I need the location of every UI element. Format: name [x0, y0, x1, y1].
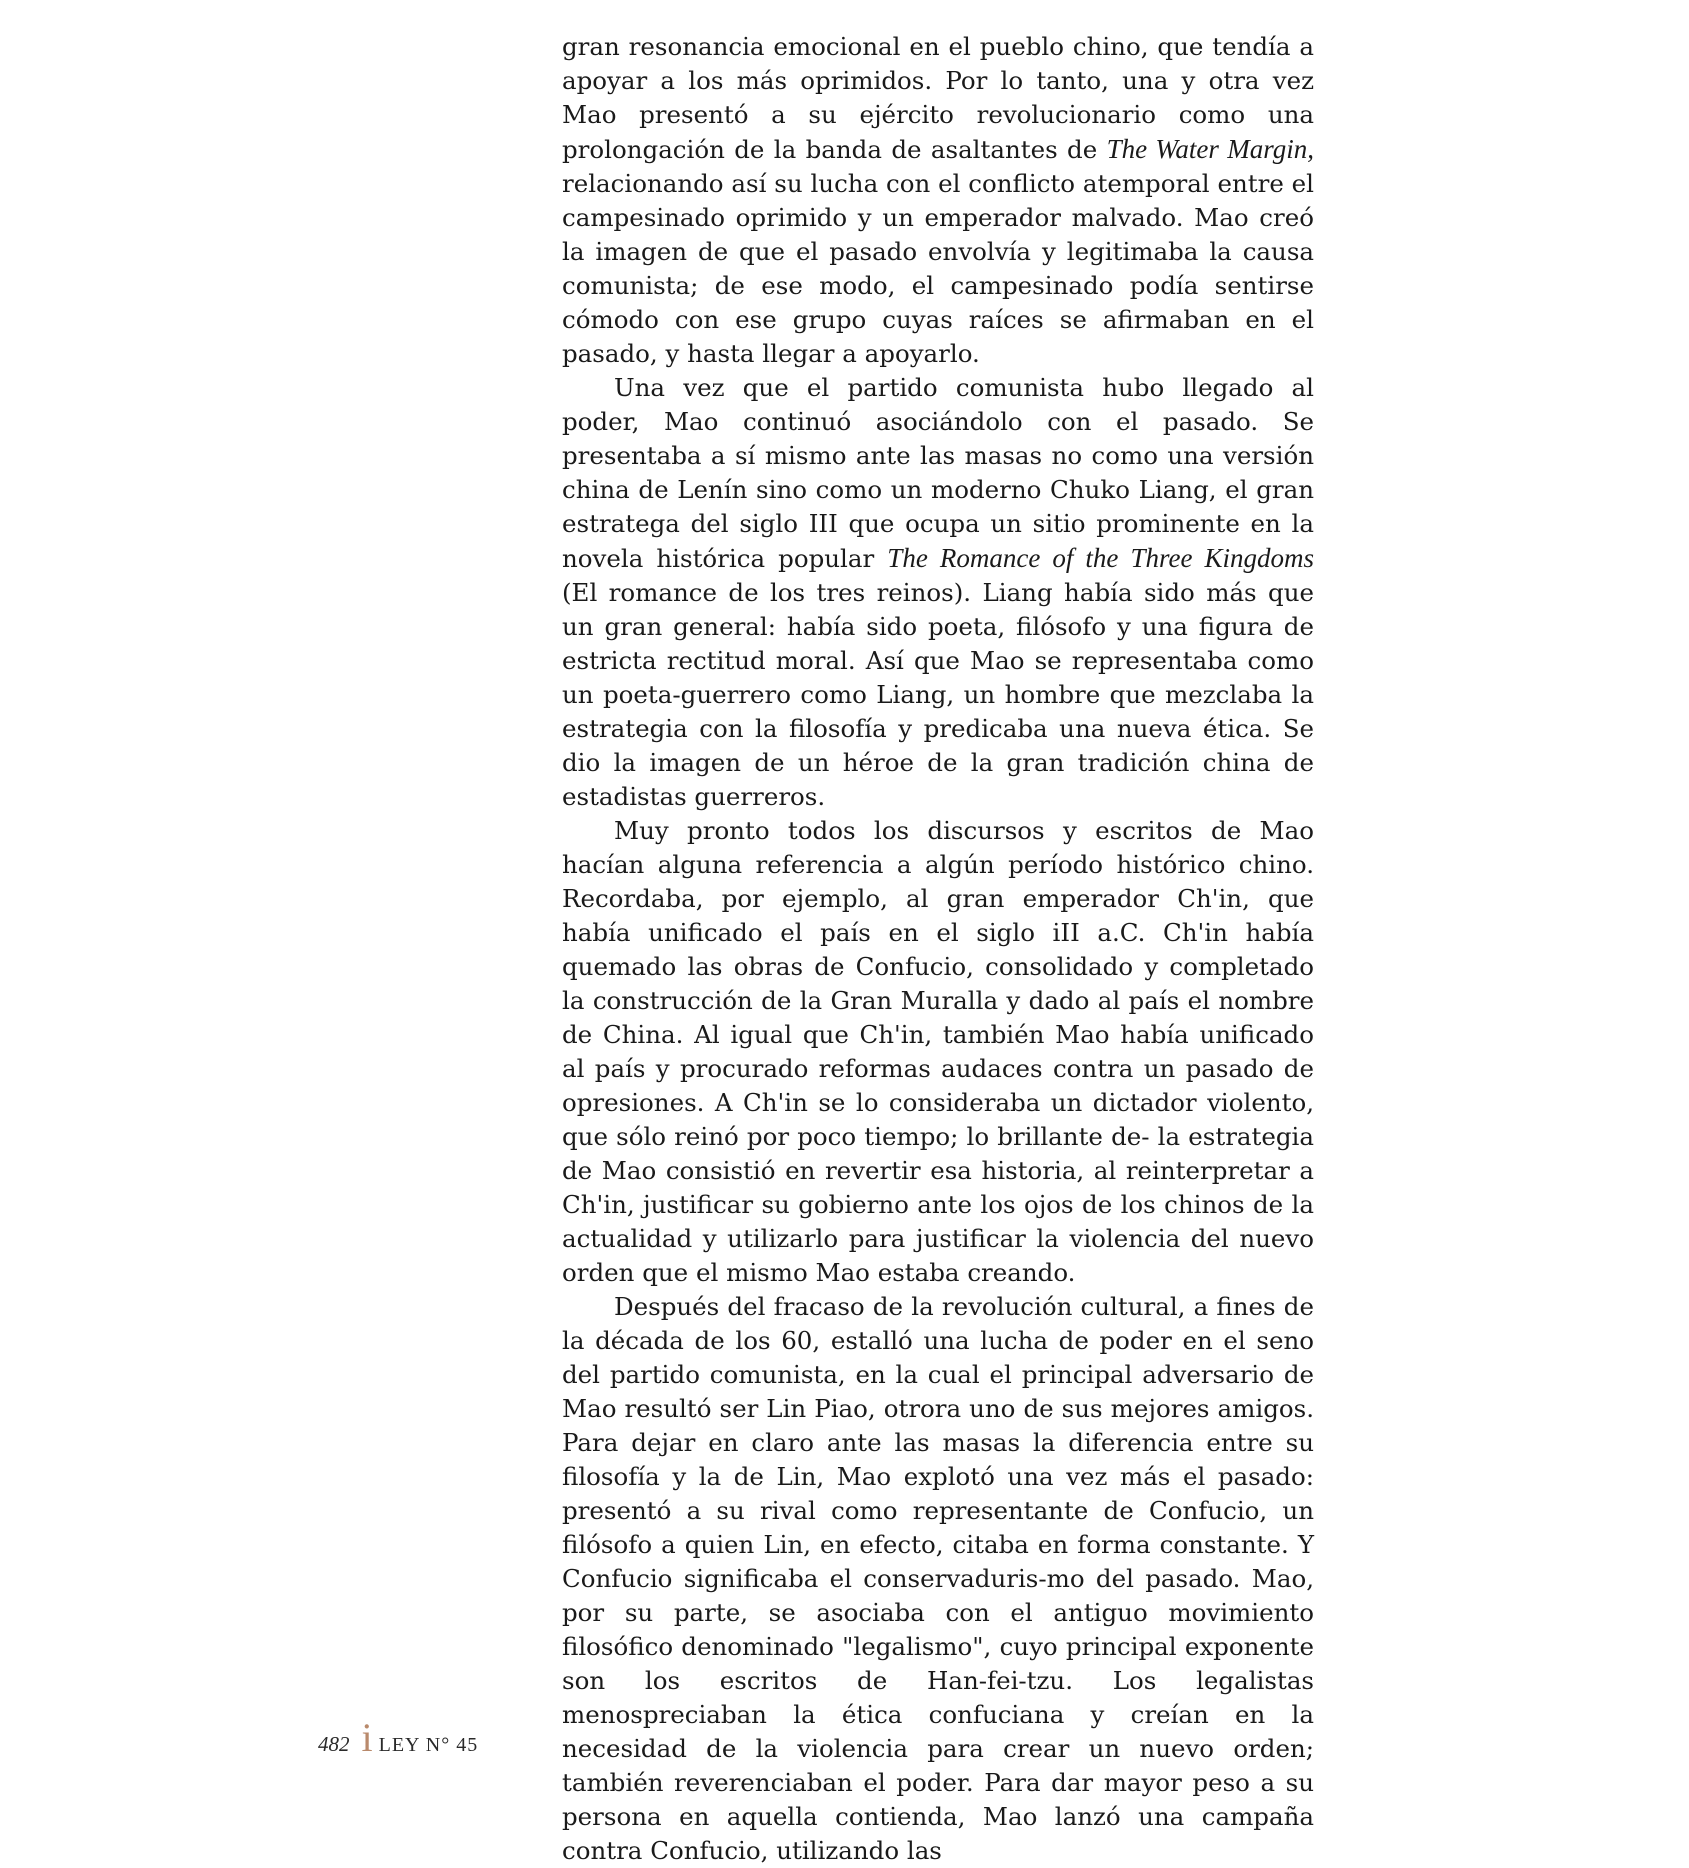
- paragraph-2: [562, 371, 1314, 814]
- paragraph-3: Muy pronto todos los discursos y escritos de Mao hacían alguna referencia a algún período histórico chino. Recordaba, por ejemplo, al gran emperador Ch'in, que había unificado el país en el siglo iII a.C. Ch'in había quemado las obras de Confucio, consolidado y completado la construcción de la Gran Muralla y dado al país el nombre de China. Al igual que Ch'in, también Mao había unificado al país y procurado reformas audaces contra un pasado de opresiones. A Ch'in se lo consideraba un dictador violento, que sólo reinó por poco tiempo; lo brillante de- la estrategia de Mao consistió en revertir esa historia, al reinterpretar a Ch'in, justificar su gobierno ante los ojos de los chinos de la actualidad y utilizarlo para justificar la violencia del nuevo orden que el mismo Mao estaba creando.: [562, 816, 1314, 1287]
- paragraph-2-text-b: (El romance de los tres reinos). Liang había sido más que un gran general: había sido poeta, filósofo y una figura de estricta rectitud moral. Así que Mao se representaba como un poeta-guerrero como Liang, un hombre que mezclaba la estrategia con la filosofía y predicaba una nueva ética. Se dio la imagen de un héroe de la gran tradición china de estadistas guerreros.: [562, 578, 1314, 811]
- paragraph-4: Después del fracaso de la revolución cultural, a fines de la década de los 60, estalló una lucha de poder en el seno del partido comunista, en la cual el principal adversario de Mao resultó ser Lin Piao, otrora uno de sus mejores amigos. Para dejar en claro ante las masas la diferencia entre su filosofía y la de Lin, Mao explotó una vez más el pasado: presentó a su rival como representante de Confucio, un filósofo a quien Lin, en efecto, citaba en forma constante. Y Confucio significaba el conservaduris-mo del pasado. Mao, por su parte, se asociaba con el antiguo movimiento filosófico denominado "legalismo", cuyo principal exponente son los escritos de Han-fei-tzu. Los legalistas menospreciaban la ética confuciana y creían en la necesidad de la violencia para crear un nuevo orden; también reverenciaban el poder. Para dar mayor peso a su persona en aquella contienda, Mao lanzó una campaña contra Confucio, utilizando las: [562, 1292, 1314, 1865]
- paragraph-1-text-b: relacionando así su lucha con el conflicto atemporal entre el campesinado oprimido y un emperador malvado. Mao creó la imagen de que el pasado envolvía y legitimaba la causa comunista; de ese modo, el campesinado podía sentirse cómodo con ese grupo cuyas raíces se afirmaban en el pasado, y hasta llegar a apoyarlo.: [562, 169, 1314, 368]
- page-number: 482: [318, 1732, 350, 1756]
- book-title-water-margin: The Water Margin,: [1106, 134, 1314, 164]
- running-title: LEY N° 45: [378, 1734, 479, 1756]
- book-title-three-kingdoms: The Romance of the Three Kingdoms: [887, 543, 1314, 573]
- paragraph-1: [562, 30, 1314, 371]
- page-footer: [318, 1715, 479, 1760]
- paragraph-1-text-a: gran resonancia emocional en el pueblo chino, que tendía a apoyar a los más oprimidos. Por lo tanto, una y otra vez Mao presentó a su ejército revolucionario como una prolongación de la banda de asaltantes de: [562, 32, 1314, 164]
- footer-ornament: i: [361, 1715, 373, 1760]
- paragraph-2-text-a: Una vez que el partido comunista hubo llegado al poder, Mao continuó asociándolo con el pasado. Se presentaba a sí mismo ante las masas no como una versión china de Lenín sino como un moderno Chuko Liang, el gran estratega del siglo III que ocupa un sitio prominente en la novela histórica popular: [562, 373, 1314, 573]
- body-text-column: [562, 30, 1314, 1868]
